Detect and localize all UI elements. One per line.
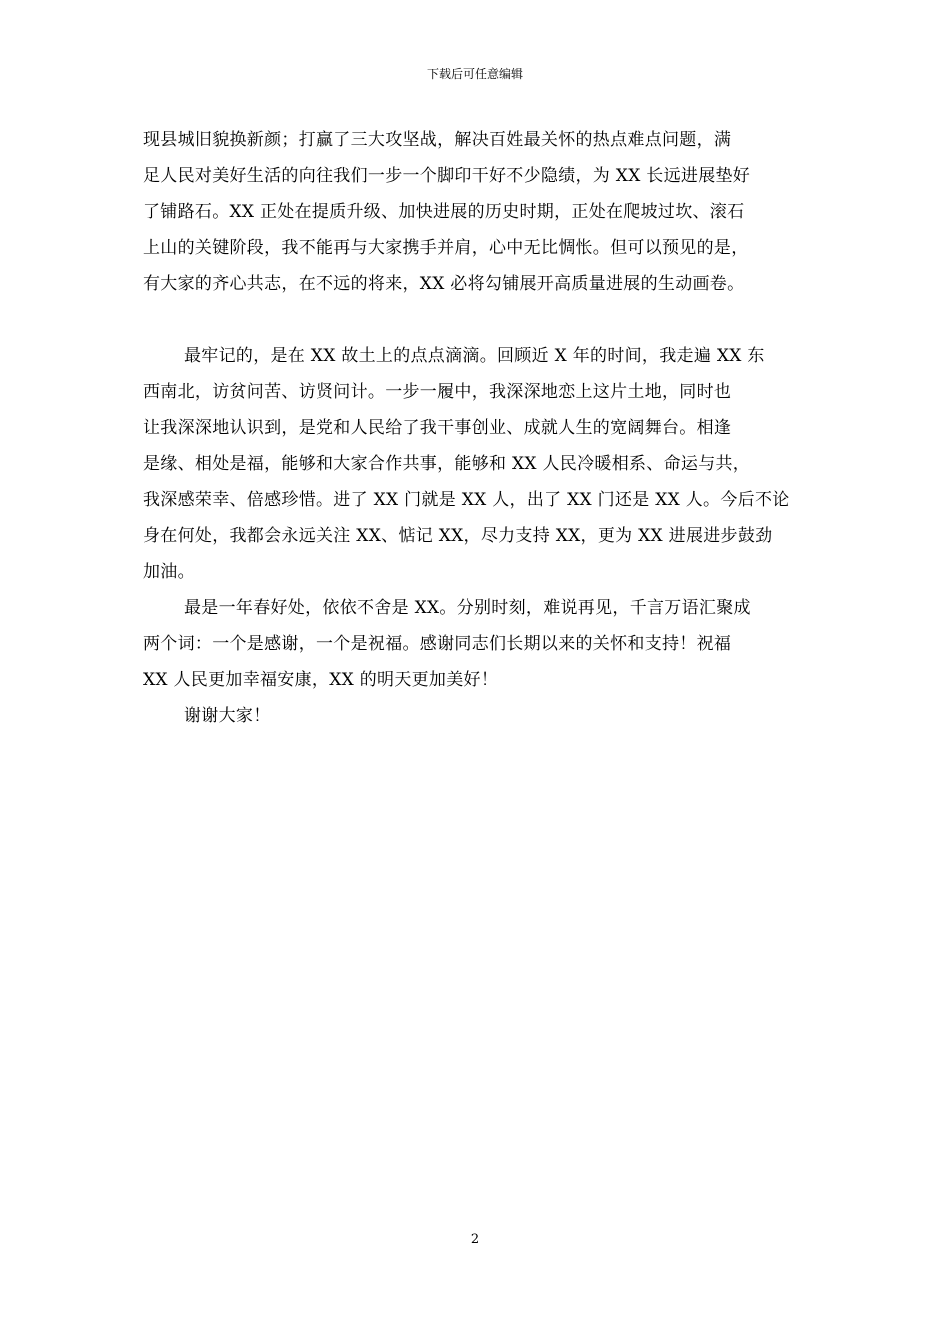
text-line: 了铺路石。XX 正处在提质升级、加快进展的历史时期，正处在爬坡过坎、滚石 <box>143 202 745 222</box>
text-line: 让我深深地认识到，是党和人民给了我干事创业、成就人生的宽阔舞台。相逢 <box>143 418 732 438</box>
text-line: 上山的关键阶段，我不能再与大家携手并肩，心中无比惆怅。但可以预见的是， <box>143 238 749 258</box>
text-line: 加油。 <box>143 562 195 582</box>
text-line: 现县城旧貌换新颜；打赢了三大攻坚战，解决百姓最关怀的热点难点问题，满 <box>143 130 732 150</box>
text-line: 足人民对美好生活的向往我们一步一个脚印干好不少隐绩，为 XX 长远进展垫好 <box>143 166 751 186</box>
paragraph <box>143 698 811 734</box>
paragraph <box>143 122 811 302</box>
text-line: 谢谢大家！ <box>184 706 271 726</box>
text-line: 是缘、相处是福，能够和大家合作共事，能够和 XX 人民冷暖相系、命运与共， <box>143 454 751 474</box>
text-line: 有大家的齐心共志，在不远的将来，XX 必将勾铺展开高质量进展的生动画卷。 <box>143 274 745 294</box>
document-body <box>143 122 811 734</box>
text-line: XX 人民更加幸福安康，XX 的明天更加美好！ <box>143 670 499 690</box>
page-header: 下载后可任意编辑 <box>426 67 523 81</box>
paragraph <box>143 590 811 698</box>
page-number: 2 <box>470 1232 480 1247</box>
text-line: 最牢记的，是在 XX 故土上的点点滴滴。回顾近 X 年的时间，我走遍 XX 东 <box>184 346 765 366</box>
text-line: 两个词：一个是感谢，一个是祝福。感谢同志们长期以来的关怀和支持！祝福 <box>143 634 732 654</box>
text-line: 身在何处，我都会永远关注 XX、惦记 XX，尽力支持 XX，更为 XX 进展进步鼓劲 <box>143 526 773 546</box>
text-line: 最是一年春好处，依依不舍是 XX。分别时刻，难说再见，千言万语汇聚成 <box>184 598 751 618</box>
text-line: 西南北，访贫问苦、访贤问计。一步一履中，我深深地恋上这片土地，同时也 <box>143 382 732 402</box>
paragraph <box>143 338 811 590</box>
blank-line <box>143 302 811 338</box>
text-line: 我深感荣幸、倍感珍惜。进了 XX 门就是 XX 人，出了 XX 门还是 XX 人。今后不论 <box>143 490 790 510</box>
